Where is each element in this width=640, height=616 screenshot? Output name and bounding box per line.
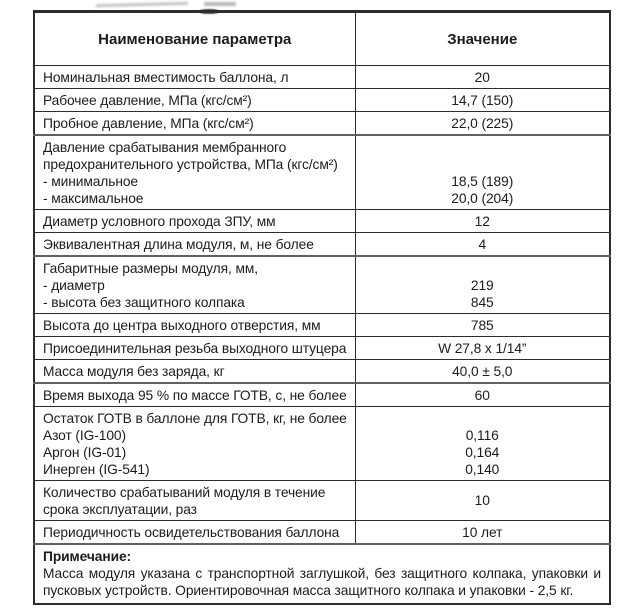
cell-line: Инерген (IG-541) [43,461,150,477]
table-row [34,233,610,257]
cell-line: 845 [470,294,494,310]
value-cell: 14,7 (150) [355,89,610,112]
note-title: Примечание: [43,549,132,564]
table-row [34,383,610,407]
table-row [34,256,610,314]
note-line: пусковых устройств. Ориентировочная масса защитного колпака и упаковки - 2,5 кг. [43,583,574,598]
cell-line: Габаритные размеры модуля, мм, [43,260,258,276]
parameter-cell: Номинальная вместимость баллона, л [34,66,355,89]
cell-line: 20,0 (204) [451,190,514,206]
table-row [34,337,610,360]
cell-line [364,139,602,156]
cell-line: предохранительного устройства, МПа (кгс/см²) [43,156,338,172]
value-cell: W 27,8 x 1/14” [355,337,610,360]
header-row [34,12,610,66]
cell-line: Остаток ГОТВ в баллоне для ГОТВ, кг, не более [43,410,347,426]
parameter-cell [34,256,355,314]
parameter-cell: Высота до центра выходного отверстия, мм [34,314,355,337]
cell-line: Азот (IG-100) [43,427,126,443]
cell-line: - диаметр [43,277,105,293]
parameter-cell: Диаметр условного прохода ЗПУ, мм [34,210,355,233]
cell-line: Количество срабатываний модуля в течение [43,484,326,500]
parameter-cell [34,407,355,481]
parameter-cell [34,135,355,210]
parameter-cell [34,481,355,521]
cell-line: 219 [470,277,494,293]
parameters-table [33,10,611,605]
value-cell [355,256,610,314]
scan-artifact [204,2,236,6]
parameter-cell: Рабочее давление, МПа (кгс/см²) [34,89,355,112]
cell-line: Аргон (IG-01) [43,444,127,460]
table-row [34,66,610,89]
table-row [34,407,610,481]
note-cell [34,544,610,604]
value-cell: 22,0 (225) [355,112,610,136]
note-row [34,544,610,604]
value-cell: 10 лет [355,521,610,545]
table-row [34,360,610,384]
value-cell: 60 [355,383,610,407]
cell-line [364,410,602,427]
parameter-cell: Пробное давление, МПа (кгс/см²) [34,112,355,136]
value-cell: 12 [355,210,610,233]
table-row [34,210,610,233]
value-cell: 10 [355,481,610,521]
table-row [34,89,610,112]
value-cell: 785 [355,314,610,337]
parameter-cell: Периодичность освидетельствования баллона [34,521,355,545]
value-cell: 20 [355,66,610,89]
cell-line: 0,116 [465,427,499,443]
cell-line: - высота без защитного колпака [43,294,245,310]
note-line: Масса модуля указана с транспортной заглушкой, без защитного колпака, упаковки и [43,566,601,581]
cell-line: срока эксплуатации, раз [43,501,197,517]
cell-line: Давление срабатывания мембранного [43,139,287,155]
parameter-cell: Эквивалентная длина модуля, м, не более [34,233,355,257]
cell-line: - минимальное [43,173,139,189]
parameters-table-container [33,10,611,605]
table-row [34,135,610,210]
table-row [34,112,610,136]
table-row [34,481,610,521]
parameter-cell: Время выхода 95 % по массе ГОТВ, с, не более [34,383,355,407]
cell-line: 0,140 [465,461,500,477]
table-row [34,521,610,545]
cell-line: 18,5 (189) [451,173,514,189]
cell-line [364,156,602,173]
cell-line: 0,164 [465,444,500,460]
column-header-value: Значение [355,12,610,66]
value-cell: 40,0 ± 5,0 [355,360,610,384]
value-cell: 4 [355,233,610,257]
value-cell [355,135,610,210]
column-header-parameter: Наименование параметра [34,12,355,66]
cell-line [364,260,602,277]
value-cell [355,407,610,481]
table-row [34,314,610,337]
cell-line: - максимальное [43,190,144,206]
parameter-cell: Присоединительная резьба выходного штуцера [34,337,355,360]
scan-artifact [96,2,188,7]
parameter-cell: Масса модуля без заряда, кг [34,360,355,384]
